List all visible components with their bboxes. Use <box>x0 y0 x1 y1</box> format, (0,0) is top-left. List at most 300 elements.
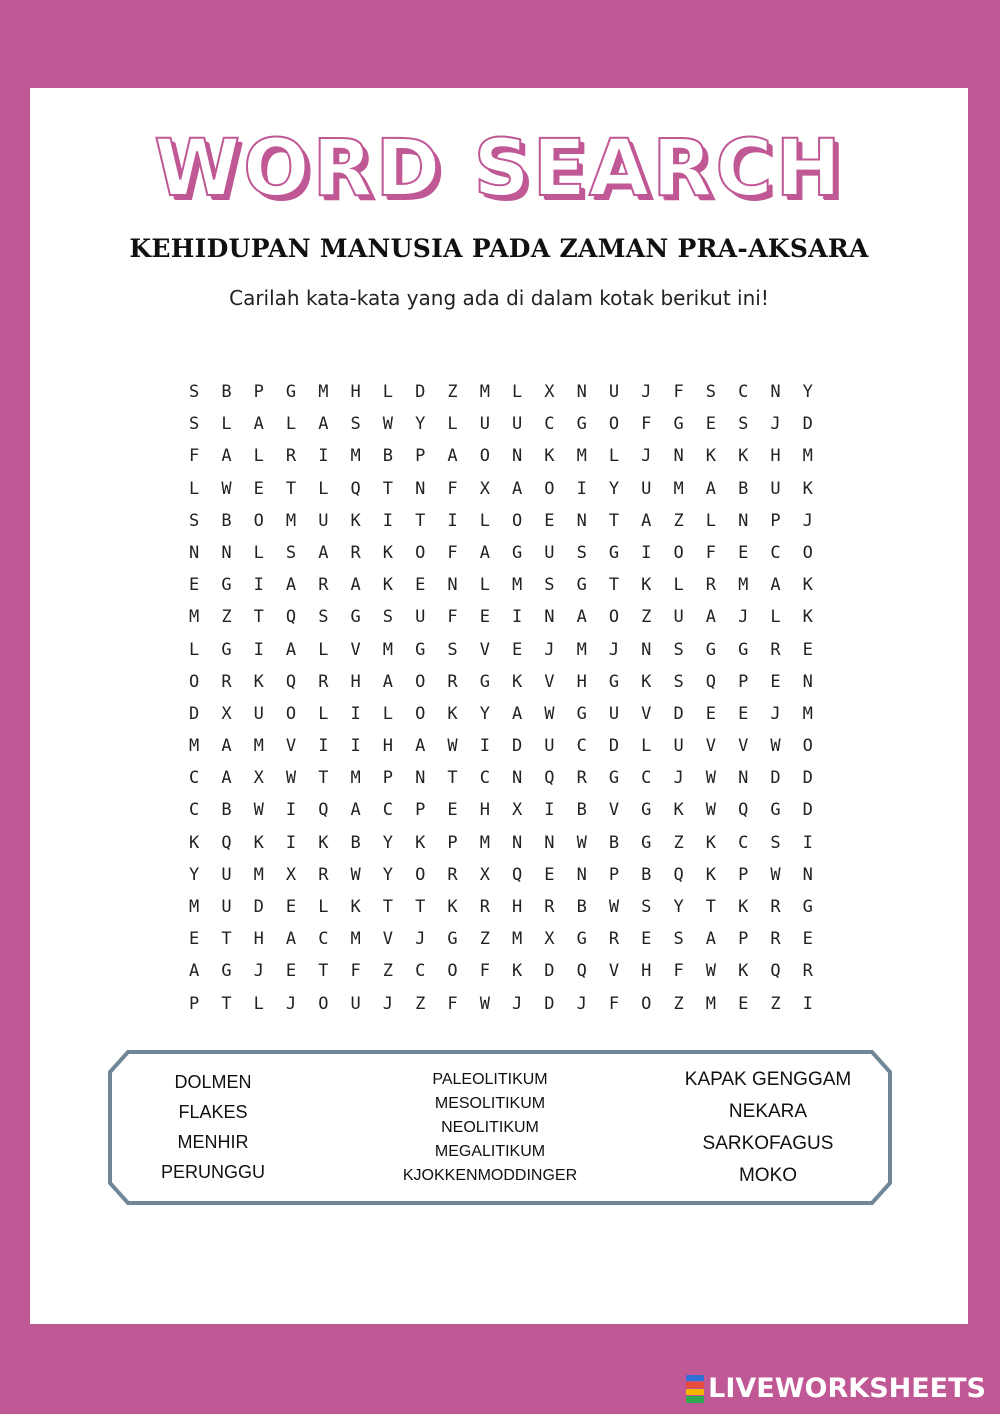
grid-letter[interactable]: B <box>221 382 232 402</box>
grid-letter[interactable]: X <box>479 478 490 499</box>
grid-letter[interactable]: N <box>511 768 523 789</box>
grid-letter[interactable]: V <box>479 639 490 660</box>
grid-letter[interactable]: N <box>511 446 523 467</box>
grid-letter[interactable]: E <box>738 703 749 724</box>
grid-letter[interactable]: A <box>447 446 458 467</box>
grid-letter[interactable]: T <box>318 961 329 982</box>
grid-letter[interactable]: K <box>738 446 749 467</box>
grid-letter[interactable]: R <box>544 897 555 917</box>
grid-letter[interactable]: K <box>511 961 523 982</box>
grid-letter[interactable]: N <box>802 671 813 692</box>
grid-letter[interactable]: M <box>576 446 587 467</box>
grid-letter[interactable]: X <box>544 382 555 402</box>
grid-letter[interactable]: V <box>608 800 620 821</box>
grid-letter[interactable]: W <box>221 478 232 499</box>
grid-letter[interactable]: O <box>673 542 684 563</box>
grid-letter[interactable]: W <box>705 961 717 982</box>
grid-letter[interactable]: F <box>447 607 458 628</box>
grid-letter[interactable]: H <box>511 897 523 917</box>
grid-letter[interactable]: V <box>382 929 394 950</box>
grid-letter[interactable]: Z <box>447 382 458 402</box>
grid-letter[interactable]: U <box>253 703 264 724</box>
grid-letter[interactable]: N <box>576 382 587 402</box>
grid-letter[interactable]: L <box>253 446 264 467</box>
grid-letter[interactable]: Z <box>382 961 394 982</box>
grid-letter[interactable]: J <box>641 446 652 467</box>
grid-letter[interactable]: N <box>576 864 587 885</box>
grid-letter[interactable]: O <box>479 446 490 467</box>
grid-letter[interactable]: T <box>608 575 620 596</box>
grid-letter[interactable]: W <box>705 800 717 821</box>
grid-letter[interactable]: W <box>608 897 620 917</box>
grid-letter[interactable]: Q <box>511 864 523 885</box>
grid-letter[interactable]: H <box>479 800 490 821</box>
grid-letter[interactable]: U <box>608 382 620 402</box>
grid-letter[interactable]: O <box>253 510 264 531</box>
grid-letter[interactable]: S <box>673 929 684 950</box>
grid-letter[interactable]: E <box>705 414 717 435</box>
grid-letter[interactable]: O <box>641 993 652 1014</box>
grid-letter[interactable]: W <box>447 736 458 757</box>
grid-letter[interactable]: Z <box>221 607 232 628</box>
grid-letter[interactable]: A <box>770 575 781 596</box>
grid-letter[interactable]: L <box>318 703 329 724</box>
grid-letter[interactable]: S <box>641 897 652 917</box>
grid-letter[interactable]: F <box>447 993 458 1014</box>
grid-letter[interactable]: K <box>253 671 264 692</box>
grid-letter[interactable]: L <box>511 382 523 402</box>
grid-letter[interactable]: O <box>511 510 523 531</box>
grid-letter[interactable]: A <box>641 510 652 531</box>
grid-letter[interactable]: S <box>705 382 717 402</box>
grid-letter[interactable]: N <box>189 542 200 563</box>
grid-letter[interactable]: T <box>415 897 426 917</box>
grid-letter[interactable]: J <box>253 961 264 982</box>
grid-letter[interactable]: J <box>544 639 555 660</box>
grid-letter[interactable]: U <box>608 703 620 724</box>
grid-letter[interactable]: R <box>576 768 587 789</box>
grid-letter[interactable]: D <box>608 736 620 757</box>
grid-letter[interactable]: S <box>770 832 781 853</box>
grid-letter[interactable]: Z <box>415 993 426 1014</box>
grid-letter[interactable]: N <box>738 768 749 789</box>
grid-letter[interactable]: A <box>285 929 297 950</box>
grid-letter[interactable]: R <box>770 929 781 950</box>
grid-letter[interactable]: Q <box>285 671 297 692</box>
grid-letter[interactable]: R <box>285 446 297 467</box>
grid-letter[interactable]: H <box>770 446 781 467</box>
grid-letter[interactable]: K <box>350 897 361 917</box>
grid-letter[interactable]: O <box>802 542 813 563</box>
grid-letter[interactable]: I <box>253 575 264 596</box>
grid-letter[interactable]: Q <box>673 864 684 885</box>
grid-letter[interactable]: I <box>350 703 361 724</box>
grid-letter[interactable]: L <box>318 478 329 499</box>
grid-letter[interactable]: K <box>253 832 264 853</box>
grid-letter[interactable]: A <box>511 703 523 724</box>
grid-letter[interactable]: M <box>350 446 361 467</box>
grid-letter[interactable]: G <box>641 800 652 821</box>
grid-letter[interactable]: A <box>221 446 232 467</box>
grid-letter[interactable]: K <box>641 575 652 596</box>
grid-letter[interactable]: E <box>641 929 652 950</box>
grid-letter[interactable]: O <box>544 478 555 499</box>
grid-letter[interactable]: J <box>382 993 394 1014</box>
grid-letter[interactable]: J <box>738 607 749 628</box>
grid-letter[interactable]: G <box>221 575 232 596</box>
grid-letter[interactable]: K <box>447 703 458 724</box>
grid-letter[interactable]: M <box>253 736 264 757</box>
grid-letter[interactable]: A <box>221 768 232 789</box>
grid-letter[interactable]: Y <box>382 864 394 885</box>
grid-letter[interactable]: L <box>673 575 684 596</box>
grid-letter[interactable]: B <box>576 897 587 917</box>
grid-letter[interactable]: I <box>544 800 555 821</box>
grid-letter[interactable]: Y <box>189 864 200 885</box>
grid-letter[interactable]: F <box>479 961 490 982</box>
grid-letter[interactable]: F <box>447 478 458 499</box>
grid-letter[interactable]: G <box>221 639 232 660</box>
grid-letter[interactable]: L <box>253 993 264 1014</box>
grid-letter[interactable]: S <box>189 510 200 531</box>
grid-letter[interactable]: O <box>802 736 813 757</box>
grid-letter[interactable]: E <box>802 639 813 660</box>
grid-letter[interactable]: W <box>479 993 490 1014</box>
grid-letter[interactable]: Z <box>770 993 781 1014</box>
grid-letter[interactable]: K <box>382 542 394 563</box>
grid-letter[interactable]: R <box>705 575 717 596</box>
grid-letter[interactable]: C <box>544 414 555 435</box>
grid-letter[interactable]: L <box>253 542 264 563</box>
grid-letter[interactable]: P <box>447 832 458 853</box>
grid-letter[interactable]: O <box>415 864 426 885</box>
grid-letter[interactable]: M <box>738 575 749 596</box>
grid-letter[interactable]: Q <box>738 800 749 821</box>
grid-letter[interactable]: S <box>673 671 684 692</box>
grid-letter[interactable]: R <box>447 864 458 885</box>
grid-letter[interactable]: P <box>738 929 749 950</box>
grid-letter[interactable]: M <box>318 382 329 402</box>
grid-letter[interactable]: A <box>705 929 717 950</box>
grid-letter[interactable]: R <box>350 542 361 563</box>
grid-letter[interactable]: M <box>705 993 717 1014</box>
grid-letter[interactable]: Q <box>221 832 232 853</box>
grid-letter[interactable]: I <box>576 478 587 499</box>
grid-letter[interactable]: A <box>479 542 490 563</box>
grid-letter[interactable]: D <box>673 703 684 724</box>
grid-letter[interactable]: W <box>285 768 297 789</box>
grid-letter[interactable]: X <box>479 864 490 885</box>
grid-letter[interactable]: T <box>318 768 329 789</box>
grid-letter[interactable]: C <box>189 800 200 821</box>
grid-letter[interactable]: I <box>318 446 329 467</box>
grid-letter[interactable]: E <box>770 671 781 692</box>
grid-letter[interactable]: G <box>511 542 523 563</box>
grid-letter[interactable]: N <box>738 510 749 531</box>
grid-letter[interactable]: L <box>318 897 329 917</box>
grid-letter[interactable]: Q <box>318 800 329 821</box>
grid-letter[interactable]: A <box>511 478 523 499</box>
grid-letter[interactable]: K <box>415 832 426 853</box>
grid-letter[interactable]: E <box>285 961 297 982</box>
grid-letter[interactable]: Z <box>479 929 490 950</box>
grid-letter[interactable]: S <box>382 607 394 628</box>
grid-letter[interactable]: C <box>770 542 781 563</box>
grid-letter[interactable]: Q <box>350 478 361 499</box>
grid-letter[interactable]: K <box>738 897 749 917</box>
grid-letter[interactable]: G <box>576 575 587 596</box>
grid-letter[interactable]: J <box>285 993 297 1014</box>
grid-letter[interactable]: G <box>608 768 620 789</box>
grid-letter[interactable]: U <box>673 607 684 628</box>
grid-letter[interactable]: N <box>641 639 652 660</box>
grid-letter[interactable]: G <box>673 414 684 435</box>
grid-letter[interactable]: R <box>479 897 490 917</box>
grid-letter[interactable]: K <box>705 864 717 885</box>
grid-letter[interactable]: C <box>382 800 394 821</box>
grid-letter[interactable]: Z <box>641 607 652 628</box>
grid-letter[interactable]: Z <box>673 993 684 1014</box>
grid-letter[interactable]: C <box>738 382 749 402</box>
grid-letter[interactable]: G <box>608 671 620 692</box>
grid-letter[interactable]: M <box>189 897 200 917</box>
grid-letter[interactable]: G <box>576 414 587 435</box>
grid-letter[interactable]: K <box>802 607 813 628</box>
grid-letter[interactable]: N <box>544 607 555 628</box>
grid-letter[interactable]: J <box>576 993 587 1014</box>
grid-letter[interactable]: T <box>285 478 297 499</box>
grid-letter[interactable]: M <box>285 510 297 531</box>
grid-letter[interactable]: L <box>479 510 490 531</box>
grid-letter[interactable]: W <box>253 800 264 821</box>
grid-letter[interactable]: N <box>415 768 426 789</box>
grid-letter[interactable]: E <box>705 703 717 724</box>
grid-letter[interactable]: L <box>479 575 490 596</box>
grid-letter[interactable]: F <box>608 993 620 1014</box>
grid-letter[interactable]: D <box>511 736 523 757</box>
grid-letter[interactable]: R <box>447 671 458 692</box>
grid-letter[interactable]: S <box>285 542 297 563</box>
grid-letter[interactable]: J <box>415 929 426 950</box>
grid-letter[interactable]: T <box>253 607 264 628</box>
grid-letter[interactable]: J <box>641 382 652 402</box>
grid-letter[interactable]: J <box>673 768 684 789</box>
grid-letter[interactable]: A <box>705 607 717 628</box>
grid-letter[interactable]: L <box>641 736 652 757</box>
grid-letter[interactable]: E <box>738 542 749 563</box>
grid-letter[interactable]: E <box>189 929 200 950</box>
grid-letter[interactable]: D <box>415 382 426 402</box>
grid-letter[interactable]: I <box>285 800 297 821</box>
grid-letter[interactable]: Y <box>673 897 684 917</box>
grid-letter[interactable]: P <box>189 993 200 1014</box>
grid-letter[interactable]: A <box>350 575 361 596</box>
grid-letter[interactable]: O <box>415 671 426 692</box>
grid-letter[interactable]: K <box>673 800 684 821</box>
grid-letter[interactable]: S <box>189 414 200 435</box>
grid-letter[interactable]: M <box>479 832 490 853</box>
grid-letter[interactable]: R <box>318 575 329 596</box>
grid-letter[interactable]: F <box>673 382 684 402</box>
grid-letter[interactable]: I <box>479 736 490 757</box>
grid-letter[interactable]: V <box>641 703 652 724</box>
grid-letter[interactable]: S <box>576 542 587 563</box>
grid-letter[interactable]: G <box>415 639 426 660</box>
grid-letter[interactable]: L <box>189 639 200 660</box>
grid-letter[interactable]: L <box>221 414 232 435</box>
grid-letter[interactable]: A <box>285 575 297 596</box>
grid-letter[interactable]: I <box>253 639 264 660</box>
grid-letter[interactable]: S <box>673 639 684 660</box>
grid-letter[interactable]: V <box>544 671 555 692</box>
grid-letter[interactable]: B <box>738 478 749 499</box>
grid-letter[interactable]: H <box>382 736 394 757</box>
grid-letter[interactable]: U <box>511 414 523 435</box>
grid-letter[interactable]: U <box>350 993 361 1014</box>
grid-letter[interactable]: K <box>382 575 394 596</box>
grid-letter[interactable]: D <box>802 414 813 435</box>
grid-letter[interactable]: G <box>221 961 232 982</box>
grid-letter[interactable]: A <box>705 478 717 499</box>
grid-letter[interactable]: Q <box>544 768 555 789</box>
grid-letter[interactable]: U <box>318 510 329 531</box>
grid-letter[interactable]: W <box>705 768 717 789</box>
grid-letter[interactable]: O <box>415 703 426 724</box>
grid-letter[interactable]: R <box>770 897 781 917</box>
grid-letter[interactable]: T <box>382 897 394 917</box>
grid-letter[interactable]: F <box>705 542 717 563</box>
grid-letter[interactable]: F <box>673 961 684 982</box>
grid-letter[interactable]: K <box>511 671 523 692</box>
grid-letter[interactable]: R <box>318 671 329 692</box>
grid-letter[interactable]: M <box>576 639 587 660</box>
grid-letter[interactable]: I <box>350 736 361 757</box>
grid-letter[interactable]: R <box>221 671 232 692</box>
grid-letter[interactable]: C <box>415 961 426 982</box>
grid-letter[interactable]: E <box>415 575 426 596</box>
grid-letter[interactable]: A <box>221 736 232 757</box>
grid-letter[interactable]: I <box>447 510 458 531</box>
grid-letter[interactable]: Q <box>576 961 587 982</box>
grid-letter[interactable]: Q <box>705 671 717 692</box>
grid-letter[interactable]: M <box>479 382 490 402</box>
grid-letter[interactable]: B <box>221 800 232 821</box>
grid-letter[interactable]: N <box>673 446 684 467</box>
grid-letter[interactable]: V <box>705 736 717 757</box>
grid-letter[interactable]: R <box>802 961 813 982</box>
grid-letter[interactable]: I <box>511 607 523 628</box>
grid-letter[interactable]: X <box>511 800 523 821</box>
grid-letter[interactable]: B <box>576 800 587 821</box>
grid-letter[interactable]: E <box>447 800 458 821</box>
grid-letter[interactable]: Z <box>673 510 684 531</box>
grid-letter[interactable]: N <box>544 832 555 853</box>
grid-letter[interactable]: U <box>641 478 652 499</box>
grid-letter[interactable]: I <box>802 832 813 853</box>
grid-letter[interactable]: H <box>253 929 264 950</box>
grid-letter[interactable]: D <box>544 993 555 1014</box>
grid-letter[interactable]: M <box>253 864 264 885</box>
grid-letter[interactable]: J <box>770 414 781 435</box>
grid-letter[interactable]: G <box>641 832 652 853</box>
grid-letter[interactable]: N <box>447 575 458 596</box>
grid-letter[interactable]: I <box>285 832 297 853</box>
grid-letter[interactable]: S <box>544 575 555 596</box>
grid-letter[interactable]: M <box>802 446 813 467</box>
grid-letter[interactable]: M <box>350 929 361 950</box>
grid-letter[interactable]: Y <box>802 382 813 402</box>
grid-letter[interactable]: N <box>221 542 232 563</box>
grid-letter[interactable]: D <box>544 961 555 982</box>
grid-letter[interactable]: U <box>673 736 684 757</box>
grid-letter[interactable]: N <box>770 382 781 402</box>
grid-letter[interactable]: V <box>608 961 620 982</box>
grid-letter[interactable]: U <box>221 897 232 917</box>
grid-letter[interactable]: R <box>770 639 781 660</box>
grid-letter[interactable]: U <box>221 864 232 885</box>
grid-letter[interactable]: A <box>253 414 264 435</box>
grid-letter[interactable]: G <box>705 639 717 660</box>
grid-letter[interactable]: G <box>770 800 781 821</box>
word-search-grid[interactable] <box>178 376 824 1020</box>
grid-letter[interactable]: W <box>382 414 394 435</box>
grid-letter[interactable]: N <box>576 510 587 531</box>
grid-letter[interactable]: U <box>770 478 781 499</box>
grid-letter[interactable]: X <box>253 768 264 789</box>
grid-letter[interactable]: H <box>576 671 587 692</box>
grid-letter[interactable]: E <box>479 607 490 628</box>
grid-letter[interactable]: P <box>382 768 394 789</box>
grid-letter[interactable]: F <box>641 414 652 435</box>
grid-letter[interactable]: D <box>802 768 813 789</box>
grid-letter[interactable]: P <box>253 382 264 402</box>
grid-letter[interactable]: T <box>705 897 717 917</box>
grid-letter[interactable]: R <box>608 929 620 950</box>
grid-letter[interactable]: I <box>382 510 394 531</box>
grid-letter[interactable]: V <box>350 639 361 660</box>
grid-letter[interactable]: V <box>738 736 749 757</box>
grid-letter[interactable]: E <box>285 897 297 917</box>
grid-letter[interactable]: E <box>511 639 523 660</box>
grid-letter[interactable]: L <box>447 414 458 435</box>
grid-letter[interactable]: U <box>415 607 426 628</box>
grid-letter[interactable]: C <box>318 929 329 950</box>
grid-letter[interactable]: T <box>382 478 394 499</box>
grid-letter[interactable]: C <box>738 832 749 853</box>
grid-letter[interactable]: L <box>382 703 394 724</box>
grid-letter[interactable]: E <box>189 575 200 596</box>
grid-letter[interactable]: G <box>285 382 297 402</box>
grid-letter[interactable]: B <box>350 832 361 853</box>
grid-letter[interactable]: T <box>221 929 232 950</box>
grid-letter[interactable]: W <box>770 864 781 885</box>
grid-letter[interactable]: T <box>415 510 426 531</box>
grid-letter[interactable]: W <box>576 832 587 853</box>
grid-letter[interactable]: D <box>802 800 813 821</box>
grid-letter[interactable]: F <box>350 961 361 982</box>
grid-letter[interactable]: K <box>189 832 200 853</box>
grid-letter[interactable]: K <box>738 961 749 982</box>
grid-letter[interactable]: G <box>802 897 813 917</box>
grid-letter[interactable]: H <box>641 961 652 982</box>
grid-letter[interactable]: K <box>705 832 717 853</box>
grid-letter[interactable]: N <box>511 832 523 853</box>
grid-letter[interactable]: E <box>544 864 555 885</box>
grid-letter[interactable]: L <box>705 510 717 531</box>
grid-letter[interactable]: L <box>770 607 781 628</box>
grid-letter[interactable]: O <box>608 414 620 435</box>
grid-letter[interactable]: X <box>221 703 232 724</box>
